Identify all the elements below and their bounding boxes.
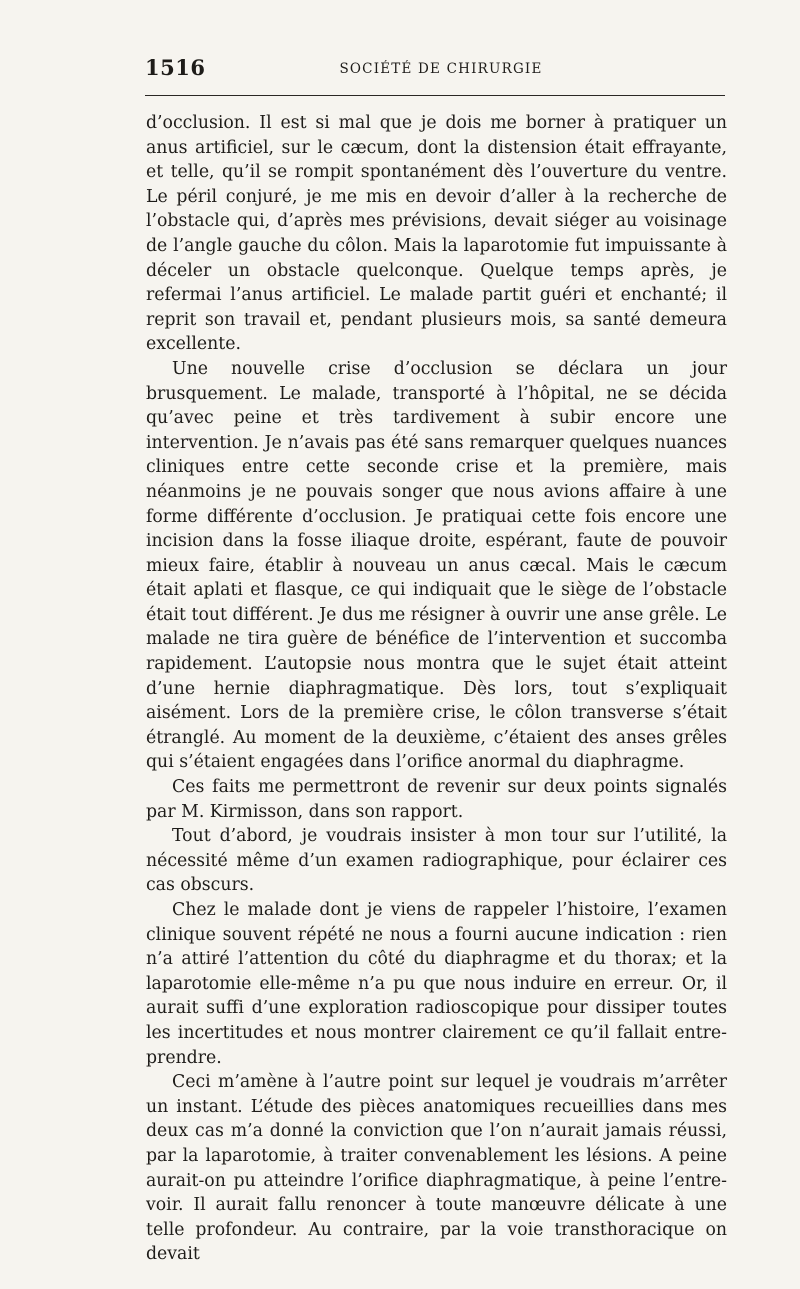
page-header <box>145 55 727 85</box>
paragraph: Ces faits me permettront de revenir sur deux points signalés par M. Kirmisson, dans son rapport. <box>146 777 727 822</box>
running-title: SOCIÉTÉ DE CHIRURGIE <box>339 61 543 77</box>
paragraph: Tout d’abord, je voudrais insister à mon tour sur l’utilité, la nécessité même d’un examen radiographique, pour éclairer ces cas obscurs. <box>146 826 727 896</box>
page-number: 1516 <box>145 55 206 80</box>
body-text <box>146 111 727 1267</box>
paragraph: Chez le malade dont je viens de rappeler l’histoire, l’examen clinique souvent répété ne nous a fourni aucune indication : rien n’a attiré l’attention du côté du diaphragme et du thorax; et la laparotomie elle-même n’a pu que nous induire en erreur. Or, il aurait suffi d’une exploration radioscopique pour dissiper toutes les incertitudes et nous montrer clairement ce qu’il fallait entre-prendre. <box>146 900 727 1068</box>
paragraph: Une nouvelle crise d’occlusion se déclara un jour brusquement. Le malade, transporté à l’hôpital, ne se décida qu’avec peine et très tardivement à subir encore une intervention. Je n’avais pas été sans remarquer quelques nuances cliniques entre cette seconde crise et la première, mais néanmoins je ne pouvais songer que nous avions affaire à une forme différente d’occlusion. Je pratiquai cette fois encore une incision dans la fosse iliaque droite, espérant, faute de pouvoir mieux faire, établir à nouveau un anus cæcal. Mais le cæcum était aplati et flasque, ce qui indiquait que le siège de l’obstacle était tout différent. Je dus me résigner à ouvrir une anse grêle. Le malade ne tira guère de bénéfice de l’intervention et succomba rapidement. L’autopsie nous montra que le sujet était atteint d’une hernie diaphragmatique. Dès lors, tout s’expliquait aisément. Lors de la première crise, le côlon transverse s’était étranglé. Au moment de la deuxième, c’étaient des anses grêles qui s’étaient engagées dans l’orifice anormal du diaphragme. <box>146 358 727 773</box>
header-rule <box>145 95 725 96</box>
paragraph-continuation: d’occlusion. Il est si mal que je dois me borner à pratiquer un anus artificiel, sur le cæcum, dont la distension était effrayante, et telle, qu’il se rompit spontanément dès l’ouverture du ventre. Le péril conjuré, je me mis en devoir d’aller à la recherche de l’obstacle qui, d’après mes prévisions, devait siéger au voisinage de l’angle gauche du côlon. Mais la laparotomie fut impuissante à déceler un obstacle quelconque. Quelque temps après, je refermai l’anus artificiel. Le malade partit guéri et enchanté; il reprit son travail et, pendant plusieurs mois, sa santé demeura excellente. <box>146 113 727 355</box>
paragraph: Ceci m’amène à l’autre point sur lequel je voudrais m’arrêter un instant. L’étude des pièces anatomiques recueillies dans mes deux cas m’a donné la conviction que l’on n’aurait jamais réussi, par la laparotomie, à traiter convenablement les lésions. A peine aurait-on pu atteindre l’orifice diaphragmatique, à peine l’entre-voir. Il aurait fallu renoncer à toute manœuvre délicate à une telle profondeur. Au contraire, par la voie transthoracique on devait <box>146 1072 727 1265</box>
